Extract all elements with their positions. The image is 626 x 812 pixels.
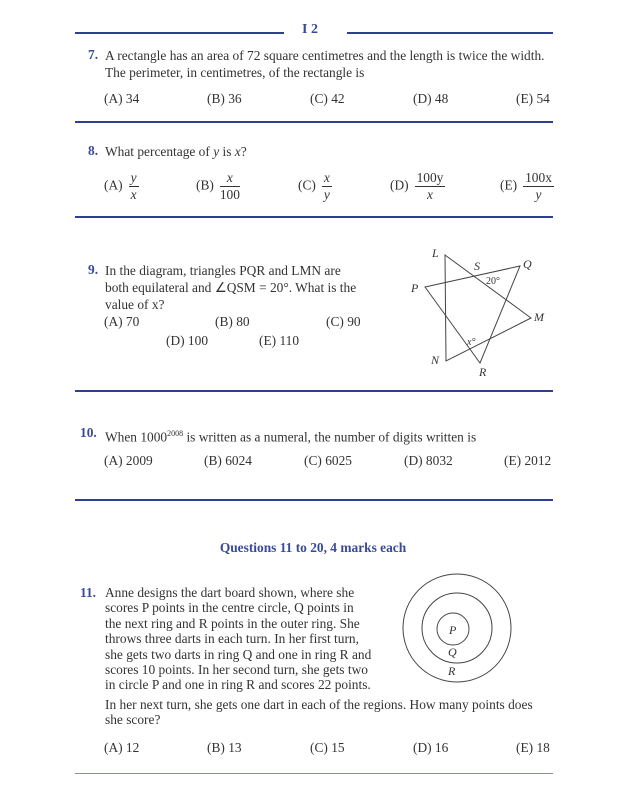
divider-q8: [75, 216, 553, 218]
q8-text-mid: is: [219, 144, 235, 159]
question-7-line-1: A rectangle has an area of 72 square centimetres and the length is twice the width.: [105, 48, 545, 63]
q8-option-a-fraction: [129, 170, 139, 203]
label-q: Q: [523, 257, 532, 271]
fraction-denominator: x: [427, 187, 433, 202]
question-9-line-3: value of x?: [105, 297, 165, 312]
q11-line-4: throws three darts in each turn. In her first turn,: [105, 631, 359, 647]
q11-line-5: she gets two darts in ring Q and one in ring R and: [105, 646, 372, 662]
divider-q10: [75, 499, 553, 501]
fraction-numerator: x: [323, 170, 330, 185]
q9-option-c[interactable]: (C) 90: [326, 314, 361, 329]
q8-option-e-label: (E): [500, 177, 518, 193]
q7-option-e[interactable]: (E) 54: [516, 91, 550, 106]
header-rule-right: [347, 32, 553, 34]
q8-option-c[interactable]: [298, 170, 332, 203]
triangles-diagram: [400, 235, 560, 385]
question-10-text: [105, 425, 476, 445]
divider-q11: [75, 773, 553, 774]
q8-option-d-label: (D): [390, 177, 409, 193]
q8-var-y: y: [213, 144, 220, 159]
label-m: M: [534, 310, 544, 324]
question-7-line-2: The perimeter, in centimetres, of the rectangle is: [105, 65, 365, 80]
q11-next-line-1: In her next turn, she gets one dart in each of the regions. How many points does: [105, 697, 533, 712]
q10-text-pre: When 1000: [105, 429, 168, 445]
q11-line-3: the next ring and R points in the outer ring. She: [105, 615, 360, 631]
label-l: L: [432, 246, 439, 260]
triangle-pqr: [425, 266, 520, 363]
q8-option-e-fraction: [523, 170, 554, 203]
q10-option-a[interactable]: (A) 2009: [104, 453, 153, 468]
label-20-angle: 20°: [486, 276, 500, 287]
label-s: S: [474, 259, 480, 273]
header-rule-left: [75, 32, 284, 34]
q10-option-b[interactable]: (B) 6024: [204, 453, 252, 468]
fraction-numerator: x: [220, 170, 240, 187]
divider-q7: [75, 121, 553, 123]
q9-option-e[interactable]: (E) 110: [259, 333, 300, 348]
q7-option-b[interactable]: (B) 36: [207, 91, 242, 106]
q11-option-b[interactable]: (B) 13: [207, 740, 242, 755]
q8-option-b[interactable]: [196, 170, 240, 203]
q9-option-b[interactable]: (B) 80: [215, 314, 250, 329]
q11-option-e[interactable]: (E) 18: [516, 740, 550, 755]
middle-ring: [422, 593, 492, 663]
question-9-text: [105, 262, 365, 313]
q7-option-a[interactable]: (A) 34: [104, 91, 140, 106]
fraction-denominator: x: [130, 187, 137, 202]
q11-next-line-2: she score?: [105, 712, 161, 728]
label-p: P: [449, 623, 457, 637]
q7-option-c[interactable]: (C) 42: [310, 91, 345, 106]
q8-option-a-label: (A): [104, 177, 123, 193]
question-number-11: 11.: [80, 585, 96, 600]
question-number-7: 7.: [88, 47, 99, 62]
q11-option-a[interactable]: (A) 12: [104, 740, 140, 755]
q7-option-d[interactable]: (D) 48: [413, 91, 449, 106]
question-8-text: [105, 143, 247, 160]
q8-option-b-fraction: [220, 170, 240, 203]
q10-option-e[interactable]: (E) 2012: [504, 453, 552, 468]
q10-option-d[interactable]: (D) 8032: [404, 453, 453, 468]
q10-text-post: is written as a numeral, the number of digits written is: [183, 429, 477, 445]
label-n: N: [431, 353, 440, 367]
label-p: P: [411, 281, 419, 295]
question-number-10: 10.: [80, 425, 97, 440]
q9-option-d[interactable]: (D) 100: [166, 333, 209, 348]
q8-option-c-label: (C): [298, 177, 316, 193]
label-x-angle: x°: [467, 337, 476, 348]
q11-line-6: scores 10 points. In her second turn, she gets two: [105, 662, 368, 678]
fraction-numerator: 100x: [525, 170, 552, 185]
q8-var-x: x: [234, 144, 241, 159]
label-r: R: [479, 365, 487, 379]
q11-line-1: Anne designs the dart board shown, where she: [105, 585, 355, 600]
q10-exponent: 2008: [167, 429, 184, 438]
q9-option-a[interactable]: (A) 70: [104, 314, 140, 329]
q8-option-c-fraction: [322, 170, 332, 203]
q11-line-2: scores P points in the centre circle, Q points in: [105, 600, 354, 616]
q11-option-d[interactable]: (D) 16: [413, 740, 449, 755]
question-9-line-2: both equilateral and ∠QSM = 20°. What is the: [105, 280, 357, 295]
q8-option-a[interactable]: [104, 170, 139, 203]
fraction-denominator: 100: [219, 187, 240, 202]
label-q: Q: [448, 645, 457, 659]
q8-option-d-fraction: [415, 170, 446, 203]
q8-option-e[interactable]: [500, 170, 554, 203]
q8-text-pre: What percentage of: [105, 144, 214, 159]
fraction-numerator: y: [130, 170, 137, 185]
q8-option-b-label: (B): [196, 177, 214, 193]
fraction-denominator: y: [535, 187, 542, 202]
q8-text-post: ?: [240, 144, 247, 159]
q10-option-c[interactable]: (C) 6025: [304, 453, 352, 468]
fraction-denominator: y: [323, 187, 330, 202]
question-7-text: [105, 47, 565, 81]
label-r: R: [448, 664, 456, 678]
page-header: I 2: [302, 22, 318, 37]
question-11-text: [105, 585, 385, 693]
fraction-numerator: 100y: [416, 170, 444, 185]
q11-line-7: in circle P and one in ring R and scores 22 points.: [105, 677, 371, 693]
question-number-8: 8.: [88, 143, 99, 158]
dart-board-diagram: [395, 565, 525, 695]
q11-option-c[interactable]: (C) 15: [310, 740, 345, 755]
outer-ring: [403, 574, 511, 682]
question-11-continuation: [105, 697, 565, 728]
section-title: Questions 11 to 20, 4 marks each: [219, 540, 407, 555]
question-9-line-1: In the diagram, triangles PQR and LMN are: [105, 263, 341, 278]
q8-option-d[interactable]: [390, 170, 445, 203]
question-number-9: 9.: [88, 262, 99, 277]
divider-q9: [75, 390, 553, 392]
